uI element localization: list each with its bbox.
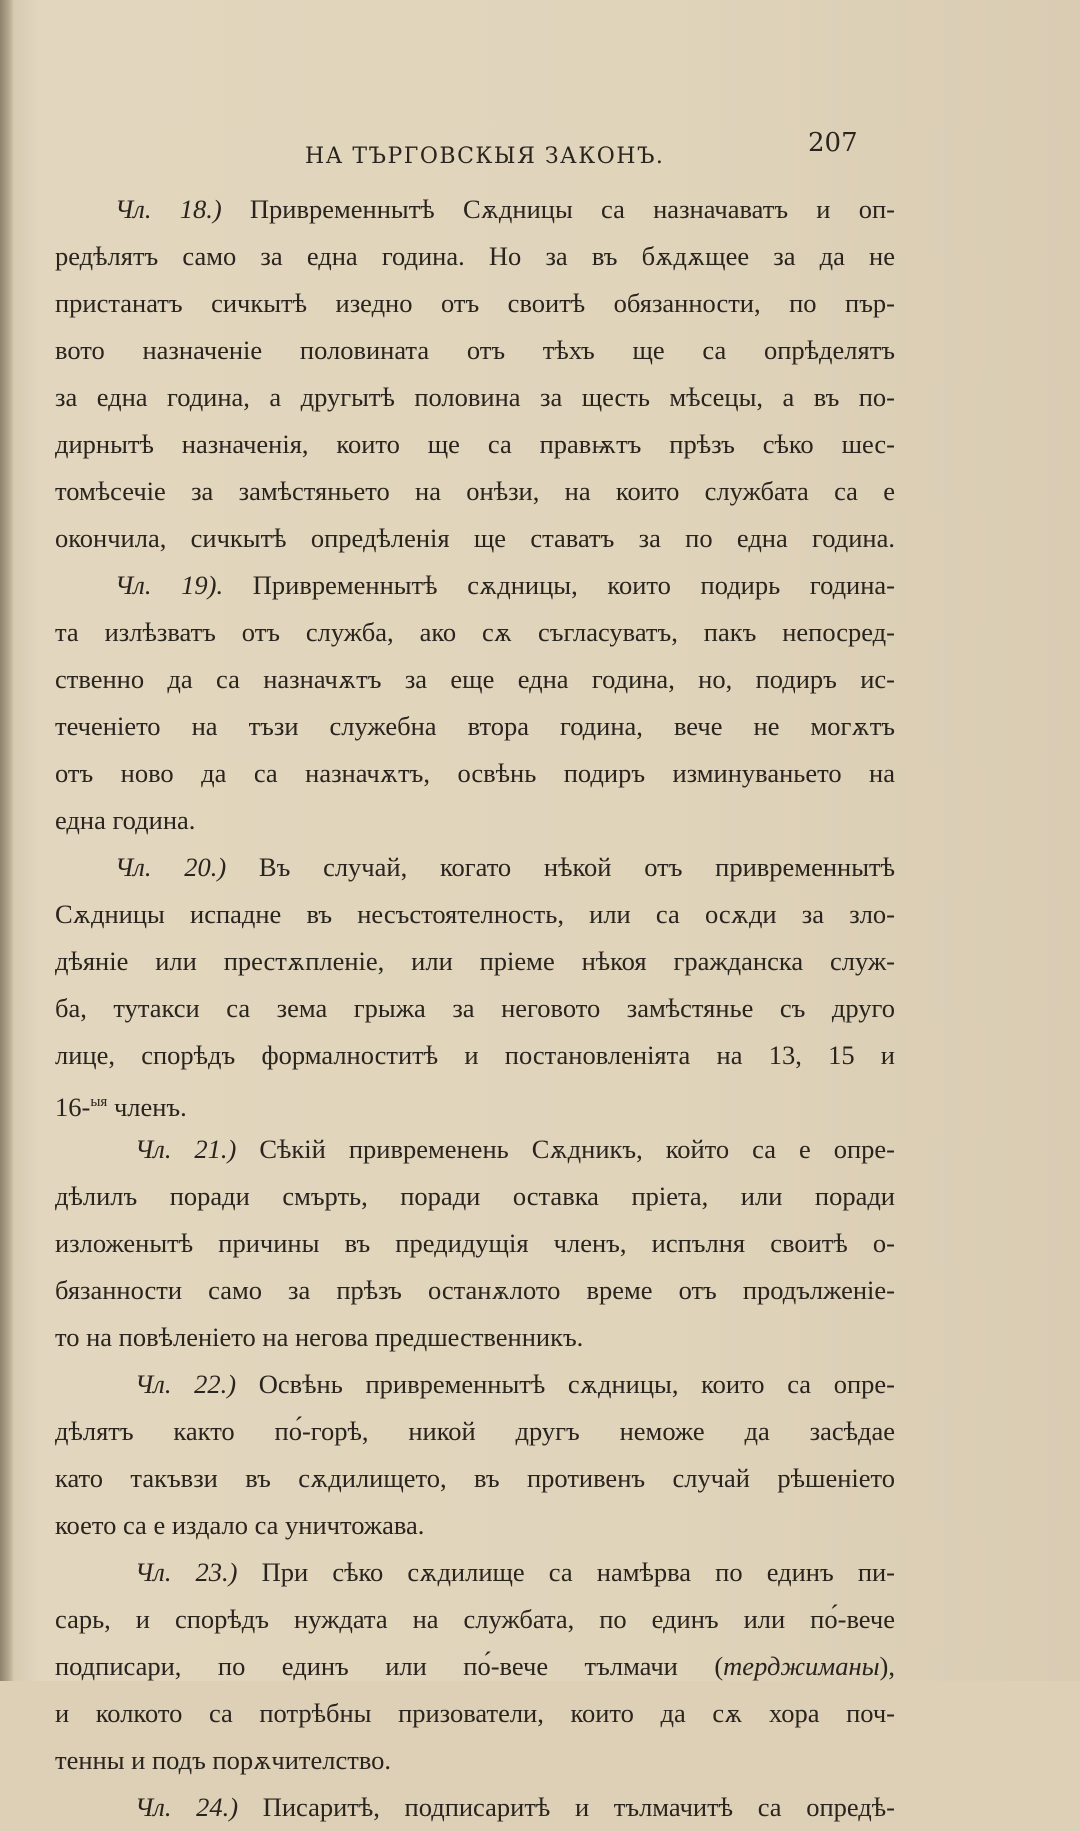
text-line: Чл. 20.) Въ случай, когато нѣкой отъ привременнытѣ <box>115 852 895 882</box>
text-line: дѣлятъ както по́-горѣ, никой другъ неможе да засѣдае <box>55 1416 895 1446</box>
text-line: и колкото са потрѣбны призователи, които да сѫ хора поч- <box>55 1698 895 1728</box>
body-text <box>55 186 895 1831</box>
text-line: пристанатъ сичкытѣ изедно отъ своитѣ обязанности, по пър- <box>55 288 895 318</box>
text-line: ба, тутакси са зема грыжа за неговото замѣстянье съ друго <box>55 993 895 1023</box>
article-number: Чл. 18.) <box>115 194 222 224</box>
text-line: теченіето на тъзи служебна втора година, вече не могѫтъ <box>55 711 895 741</box>
text-line: като такъвзи въ сѫдилището, въ противенъ случай рѣшеніето <box>55 1463 895 1493</box>
text-line: Чл. 18.) Привременнытѣ Сѫдницы са назначаватъ и оп- <box>115 194 895 224</box>
text-line: Чл. 24.) Писаритѣ, подписаритѣ и тълмачитѣ са опредѣ- <box>135 1792 895 1822</box>
article-number: Чл. 19). <box>115 570 224 600</box>
article-number: Чл. 22.) <box>135 1369 237 1399</box>
text-line: томѣсечіе за замѣстяньето на онѣзи, на които службата са е <box>55 476 895 506</box>
text-line: отъ ново да са назначѫтъ, освѣнь подиръ изминуваньето на <box>55 758 895 788</box>
text-line: една година. <box>55 805 196 835</box>
text-line: вото назначеніе половината отъ тѣхъ ще са опрѣделятъ <box>55 335 895 365</box>
running-title: НА ТЪРГОВСКЫЯ ЗАКОНЪ. <box>305 144 665 169</box>
text-line: подписари, по единъ или по́-вече тълмачи (терджиманы), <box>55 1651 895 1681</box>
text-line: дѣяніе или престѫпленіе, или пріеме нѣкоя гражданска служ- <box>55 946 895 976</box>
text-line: Чл. 19). Привременнытѣ сѫдницы, които подирь година- <box>115 570 896 600</box>
text-line: сарь, и спорѣдъ нуждата на службата, по единъ или по́-вече <box>55 1604 895 1634</box>
text-line: дѣлилъ поради смърть, поради оставка пріета, или поради <box>55 1181 895 1211</box>
text-line: дирнытѣ назначенія, които ще са правѭтъ прѣзъ сѣко шес- <box>55 429 895 459</box>
article-number: Чл. 20.) <box>115 852 227 882</box>
text-line: то на повѣленіето на негова предшественникъ. <box>55 1322 584 1352</box>
text-line: бязанности само за прѣзъ останѫлото време отъ продълженіе- <box>55 1275 895 1305</box>
text-line: тенны и подъ порѫчителство. <box>55 1745 392 1775</box>
text-line: Чл. 22.) Освѣнь привременнытѣ сѫдницы, които са опре- <box>135 1369 896 1399</box>
page-number: 207 <box>808 128 858 158</box>
text-line: лице, спорѣдъ формалноститѣ и постановленіята на 13, 15 и <box>55 1040 895 1070</box>
page-binding-edge <box>0 0 14 1681</box>
italic-term: терджиманы <box>723 1651 880 1681</box>
text-line: редѣлятъ само за една година. Но за въ бѫдѫщее за да не <box>55 241 895 271</box>
page-header <box>0 128 1080 168</box>
article-number: Чл. 24.) <box>135 1792 239 1822</box>
text-line: за една година, а другытѣ половина за щесть мѣсецы, а въ по- <box>55 382 895 412</box>
text-line: Чл. 21.) Сѣкій привременень Сѫдникъ, който са е опре- <box>135 1134 895 1164</box>
text-line: окончила, сичкытѣ опредѣленія ще ставатъ за по една година. <box>55 523 895 553</box>
article-number: Чл. 23.) <box>135 1557 238 1587</box>
article-number: Чл. 21.) <box>135 1134 237 1164</box>
text-line: изложенытѣ причины въ предидущія членъ, испълня своитѣ о- <box>55 1228 895 1258</box>
text-line: което са е издало са уничтожава. <box>55 1510 425 1540</box>
text-line: Сѫдницы испадне въ несъстоятелность, или са осѫди за зло- <box>55 899 895 929</box>
text-line: 16-$^{ыя}$ членъ. <box>55 1091 187 1122</box>
text-line: та излѣзватъ отъ служба, ако сѫ съгласуватъ, пакъ непосред- <box>55 617 895 647</box>
text-line: ственно да са назначѫтъ за еще една година, но, подиръ ис- <box>55 664 895 694</box>
text-line: Чл. 23.) При сѣко сѫдилище са намѣрва по единъ пи- <box>135 1557 896 1587</box>
